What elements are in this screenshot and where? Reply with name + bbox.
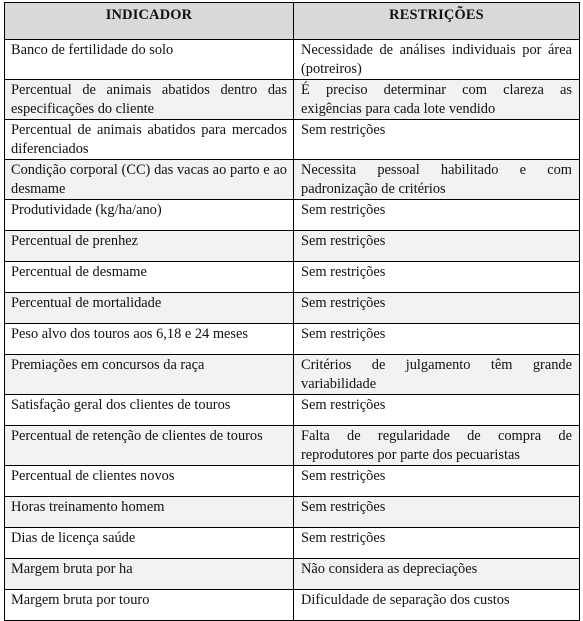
indicator-cell: Percentual de desmame	[5, 262, 294, 293]
restriction-cell: Dificuldade de separação dos custos	[294, 590, 580, 621]
indicator-cell: Percentual de retenção de clientes de touros	[5, 426, 294, 466]
restriction-cell: Sem restrições	[294, 200, 580, 231]
restriction-cell: Sem restrições	[294, 231, 580, 262]
table-row	[5, 293, 580, 324]
indicator-cell: Satisfação geral dos clientes de touros	[5, 395, 294, 426]
header-row	[5, 3, 580, 40]
restriction-cell: Sem restrições	[294, 466, 580, 497]
indicator-cell: Percentual de mortalidade	[5, 293, 294, 324]
indicator-cell: Horas treinamento homem	[5, 497, 294, 528]
table-row	[5, 466, 580, 497]
table-row	[5, 395, 580, 426]
table-row	[5, 426, 580, 466]
restriction-cell: Necessidade de análises individuais por área (potreiros)	[294, 40, 580, 80]
indicator-cell: Peso alvo dos touros aos 6,18 e 24 meses	[5, 324, 294, 355]
indicator-cell: Produtividade (kg/ha/ano)	[5, 200, 294, 231]
restriction-cell: Sem restrições	[294, 395, 580, 426]
indicator-cell: Banco de fertilidade do solo	[5, 40, 294, 80]
indicator-cell: Margem bruta por touro	[5, 590, 294, 621]
restriction-cell: Critérios de julgamento têm grande variabilidade	[294, 355, 580, 395]
restriction-cell: Falta de regularidade de compra de reprodutores por parte dos pecuaristas	[294, 426, 580, 466]
restriction-cell: Sem restrições	[294, 262, 580, 293]
indicator-cell: Percentual de animais abatidos dentro das especificações do cliente	[5, 80, 294, 120]
table-row	[5, 497, 580, 528]
table-row	[5, 590, 580, 621]
table-row	[5, 262, 580, 293]
restriction-cell: É preciso determinar com clareza as exigências para cada lote vendido	[294, 80, 580, 120]
indicator-cell: Margem bruta por ha	[5, 559, 294, 590]
indicator-cell: Percentual de prenhez	[5, 231, 294, 262]
restriction-cell: Sem restrições	[294, 497, 580, 528]
table-row	[5, 40, 580, 80]
indicator-cell: Condição corporal (CC) das vacas ao parto e ao desmame	[5, 160, 294, 200]
indicator-cell: Percentual de clientes novos	[5, 466, 294, 497]
restriction-cell: Necessita pessoal habilitado e com padronização de critérios	[294, 160, 580, 200]
indicator-cell: Dias de licença saúde	[5, 528, 294, 559]
table-row	[5, 160, 580, 200]
table-row	[5, 559, 580, 590]
indicators-table	[4, 2, 580, 621]
restriction-cell: Não considera as depreciações	[294, 559, 580, 590]
table-row	[5, 120, 580, 160]
header-indicador: INDICADOR	[5, 3, 294, 40]
indicator-cell: Premiações em concursos da raça	[5, 355, 294, 395]
restriction-cell: Sem restrições	[294, 293, 580, 324]
header-restricoes: RESTRIÇÕES	[294, 3, 580, 40]
table-row	[5, 324, 580, 355]
indicator-cell: Percentual de animais abatidos para mercados diferenciados	[5, 120, 294, 160]
table-row	[5, 200, 580, 231]
table-row	[5, 528, 580, 559]
restriction-cell: Sem restrições	[294, 324, 580, 355]
table-row	[5, 231, 580, 262]
table-row	[5, 355, 580, 395]
restriction-cell: Sem restrições	[294, 120, 580, 160]
table-row	[5, 80, 580, 120]
restriction-cell: Sem restrições	[294, 528, 580, 559]
